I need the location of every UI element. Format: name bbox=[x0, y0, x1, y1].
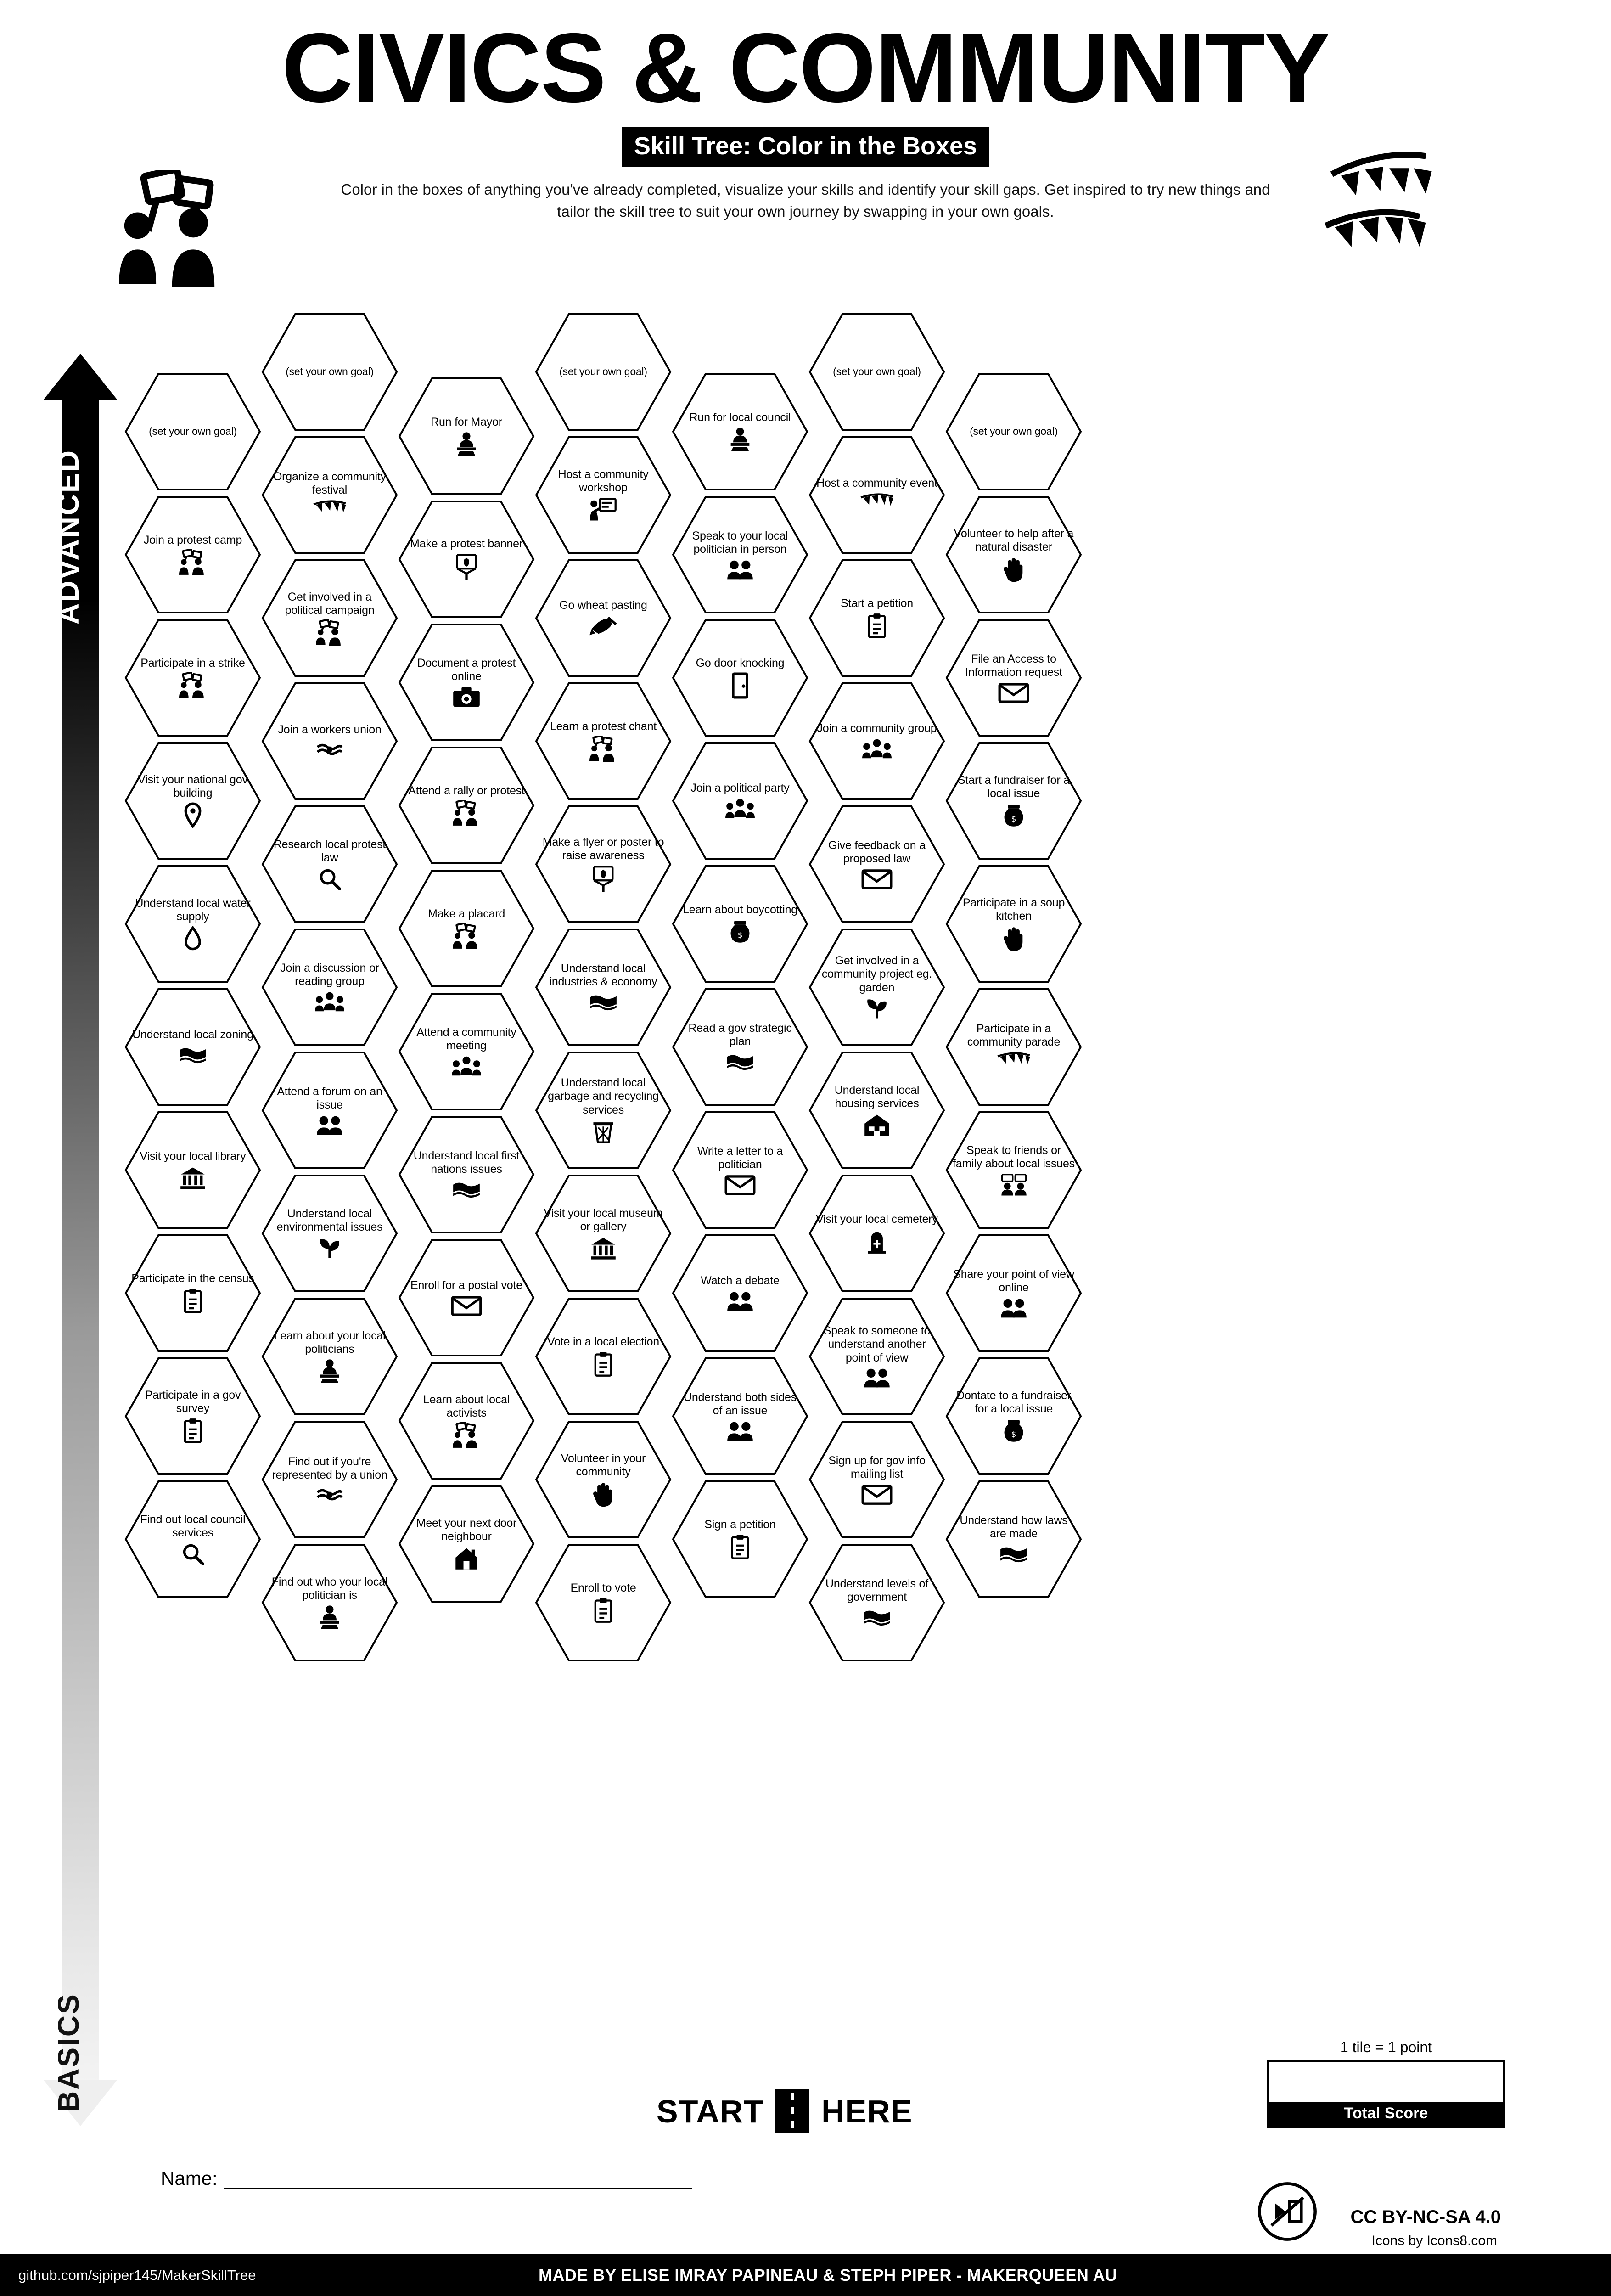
skill-tile-label: Sign a petition bbox=[704, 1518, 776, 1531]
skill-tile[interactable] bbox=[124, 372, 262, 491]
skill-tile-label: Learn a protest chant bbox=[550, 720, 657, 733]
skill-tile-label: (set your own goal) bbox=[286, 366, 374, 378]
search-icon bbox=[318, 867, 342, 891]
protest-icon bbox=[314, 619, 345, 646]
skill-tile[interactable] bbox=[808, 1543, 946, 1662]
skill-tile-label: (set your own goal) bbox=[149, 425, 237, 438]
camera-icon bbox=[452, 686, 481, 709]
skill-tile[interactable] bbox=[398, 746, 535, 865]
skill-tile[interactable] bbox=[945, 1110, 1083, 1230]
people-icon bbox=[315, 1114, 344, 1136]
door-icon bbox=[730, 672, 751, 699]
clipboard-icon bbox=[182, 1418, 204, 1444]
union-icon bbox=[314, 739, 345, 759]
subtitle: Skill Tree: Color in the Boxes bbox=[622, 127, 989, 167]
envelope-icon bbox=[724, 1174, 756, 1196]
bunting-decoration-icon bbox=[1322, 147, 1505, 301]
skill-tile-label: Find out if you're represented by a union bbox=[272, 1455, 387, 1481]
skill-tile[interactable] bbox=[261, 1174, 399, 1293]
score-label: Total Score bbox=[1269, 2102, 1503, 2126]
group-icon bbox=[451, 1055, 482, 1078]
money-icon bbox=[728, 919, 752, 945]
skill-tile[interactable] bbox=[124, 1233, 262, 1353]
total-score-box[interactable] bbox=[1267, 2039, 1505, 2128]
skill-tile[interactable] bbox=[124, 618, 262, 737]
skill-tile[interactable] bbox=[261, 681, 399, 801]
name-input-line[interactable] bbox=[224, 2185, 692, 2189]
people-icon bbox=[726, 558, 754, 580]
svg-text:$: $ bbox=[737, 930, 743, 940]
score-input-frame[interactable] bbox=[1267, 2060, 1505, 2128]
money-icon bbox=[1002, 1418, 1026, 1444]
skill-tile-label: Host a community workshop bbox=[558, 467, 649, 494]
skill-tile-label: Participate in a strike bbox=[140, 657, 245, 670]
skill-tile-label: Volunteer to help after a natural disaster bbox=[954, 527, 1074, 553]
skill-tile-label: Join a discussion or reading group bbox=[280, 961, 379, 988]
skill-tile-label: Find out who your local politician is bbox=[271, 1575, 388, 1602]
skill-tile-label: Join a political party bbox=[690, 782, 790, 795]
hand-icon bbox=[591, 1481, 615, 1508]
skill-tile-label: Dontate to a fundraiser for a local issue bbox=[956, 1389, 1071, 1415]
start-label: START bbox=[657, 2093, 764, 2129]
skill-tile[interactable] bbox=[808, 1420, 946, 1539]
plant-icon bbox=[864, 996, 890, 1020]
house-icon bbox=[454, 1546, 479, 1571]
skill-tile[interactable] bbox=[398, 1115, 535, 1234]
svg-text:$: $ bbox=[1011, 1429, 1016, 1439]
skill-tile-label: Meet your next door neighbour bbox=[416, 1516, 517, 1543]
skill-tile[interactable] bbox=[671, 1356, 809, 1476]
skill-tile-label: Go wheat pasting bbox=[559, 599, 647, 612]
envelope-icon bbox=[861, 1483, 893, 1505]
skill-tile[interactable] bbox=[261, 1051, 399, 1170]
skill-tile[interactable] bbox=[124, 987, 262, 1107]
skill-tile-label: Visit your national gov building bbox=[138, 773, 248, 799]
axis-label-basics: BASICS bbox=[52, 1993, 85, 2112]
skill-tile-label: Speak to friends or family about local issues bbox=[953, 1143, 1075, 1170]
map-icon bbox=[178, 1044, 208, 1066]
skill-tile[interactable] bbox=[671, 864, 809, 984]
skill-tile-label: Enroll for a postal vote bbox=[410, 1279, 522, 1292]
skill-tile[interactable] bbox=[534, 1174, 672, 1293]
skill-tile-label: Find out local council services bbox=[140, 1513, 246, 1539]
skill-tile[interactable] bbox=[534, 928, 672, 1047]
skill-tile-label: Understand both sides of an issue bbox=[684, 1390, 797, 1417]
page-title: CIVICS & COMMUNITY bbox=[281, 12, 1330, 123]
people-icon bbox=[999, 1297, 1028, 1319]
skill-tile-label: Read a gov strategic plan bbox=[688, 1021, 792, 1048]
skill-tile-label: Start a fundraiser for a local issue bbox=[958, 773, 1070, 800]
skill-tile-label: Learn about your local politicians bbox=[274, 1329, 386, 1356]
skill-tile-label: Participate in a community parade bbox=[967, 1022, 1061, 1048]
skill-tile[interactable] bbox=[398, 377, 535, 496]
skill-tile[interactable] bbox=[124, 495, 262, 614]
skill-tile[interactable] bbox=[534, 1420, 672, 1539]
skill-tile[interactable] bbox=[945, 741, 1083, 861]
plant-icon bbox=[316, 1236, 343, 1260]
protest-icon bbox=[451, 1422, 482, 1449]
skill-tile-label: Join a community group bbox=[817, 722, 937, 735]
skill-tile-label: Understand local first nations issues bbox=[413, 1149, 520, 1176]
skill-tile-label: Understand local environmental issues bbox=[276, 1207, 383, 1233]
axis-gradient-bar bbox=[62, 395, 99, 2094]
pin-icon bbox=[182, 802, 203, 829]
skill-tile[interactable] bbox=[398, 869, 535, 988]
skill-tile-label: Get involved in a political campaign bbox=[285, 590, 375, 617]
skill-tile[interactable] bbox=[124, 1480, 262, 1599]
map-icon bbox=[999, 1543, 1029, 1565]
protest-icon bbox=[177, 672, 208, 699]
banner-icon bbox=[590, 865, 617, 893]
clipboard-icon bbox=[729, 1534, 751, 1560]
skill-tile-label: Attend a rally or protest bbox=[408, 784, 525, 798]
footer-credit: MADE BY ELISE IMRAY PAPINEAU & STEPH PIPER - MAKERQUEEN AU bbox=[538, 2266, 1117, 2285]
skill-tile-label: Enroll to vote bbox=[570, 1581, 636, 1595]
skill-tile[interactable] bbox=[398, 1361, 535, 1480]
skill-tile-label: Speak to your local politician in person bbox=[692, 529, 788, 556]
skill-tile[interactable] bbox=[945, 864, 1083, 984]
skill-tile[interactable] bbox=[261, 1297, 399, 1416]
skill-tile[interactable] bbox=[534, 1543, 672, 1662]
skill-tile[interactable] bbox=[124, 864, 262, 984]
skill-tile-label: Join a workers union bbox=[278, 723, 382, 737]
skill-tile[interactable] bbox=[124, 1110, 262, 1230]
skill-tile[interactable] bbox=[124, 741, 262, 861]
skill-tile-label: Make a flyer or poster to raise awareness bbox=[542, 835, 664, 862]
skill-tile[interactable] bbox=[671, 987, 809, 1107]
group-icon bbox=[314, 990, 345, 1013]
skill-tile-label: Research local protest law bbox=[273, 838, 386, 864]
union-icon bbox=[314, 1484, 345, 1504]
skill-tile[interactable] bbox=[261, 435, 399, 555]
bank-icon bbox=[589, 1236, 617, 1261]
axis-arrow-up-icon bbox=[44, 354, 117, 400]
skill-tile[interactable] bbox=[398, 500, 535, 619]
skill-tile-label: Give feedback on a proposed law bbox=[828, 838, 926, 865]
bunting-icon bbox=[859, 492, 894, 513]
skill-tile-label: Document a protest online bbox=[417, 656, 516, 683]
skill-tile[interactable] bbox=[261, 928, 399, 1047]
skill-tile-label: Run for Mayor bbox=[431, 416, 502, 429]
protest-icon bbox=[451, 923, 482, 950]
skill-tile-label: Sign up for gov info mailing list bbox=[828, 1454, 926, 1480]
skill-tile-label: Understand local garbage and recycling services bbox=[548, 1076, 659, 1116]
skill-tile[interactable] bbox=[261, 1420, 399, 1539]
start-here-marker bbox=[657, 2089, 913, 2133]
skill-tile-label: Participate in a gov survey bbox=[145, 1388, 241, 1415]
skill-tile[interactable] bbox=[671, 1480, 809, 1599]
bank-icon bbox=[179, 1165, 207, 1190]
skill-tile[interactable] bbox=[671, 741, 809, 861]
map-icon bbox=[451, 1178, 482, 1200]
skill-tile[interactable] bbox=[261, 312, 399, 432]
intro-blurb: Color in the boxes of anything you've already completed, visualize your skills and identify your skill gaps. Get inspired to try new things and tailor the skill tree to suit your own journey by swapping in your own goals. bbox=[341, 181, 1270, 220]
people-icon bbox=[863, 1367, 891, 1389]
protest-icon bbox=[451, 800, 482, 827]
skill-tile-label: Make a protest banner bbox=[410, 537, 523, 551]
skill-tile-label: (set your own goal) bbox=[559, 366, 647, 378]
skill-tile-label: Write a letter to a politician bbox=[697, 1144, 783, 1171]
skill-tile-label: Understand levels of government bbox=[825, 1577, 928, 1604]
skill-tile[interactable] bbox=[808, 681, 946, 801]
road-icon bbox=[775, 2089, 809, 2133]
skill-tile[interactable] bbox=[671, 495, 809, 614]
map-icon bbox=[862, 1606, 892, 1628]
podium-icon bbox=[315, 1358, 344, 1384]
skill-tile[interactable] bbox=[534, 681, 672, 801]
skill-tree-grid bbox=[124, 312, 1575, 2085]
bin-icon bbox=[592, 1119, 614, 1144]
skill-tile-label: Volunteer in your community bbox=[561, 1452, 646, 1478]
svg-text:$: $ bbox=[1011, 814, 1016, 824]
skill-tile-label: Understand local industries & economy bbox=[549, 962, 657, 988]
brush-icon bbox=[589, 614, 618, 637]
group-icon bbox=[862, 737, 892, 760]
skill-tile-label: Participate in the census bbox=[131, 1272, 254, 1285]
people-icon bbox=[726, 1420, 754, 1442]
chat-people-icon bbox=[999, 1173, 1028, 1197]
skill-tile[interactable] bbox=[534, 805, 672, 924]
envelope-icon bbox=[998, 681, 1029, 703]
people-icon bbox=[726, 1290, 754, 1312]
name-field-row[interactable] bbox=[161, 2167, 692, 2189]
skill-tile[interactable] bbox=[124, 1356, 262, 1476]
skill-tile[interactable] bbox=[398, 992, 535, 1111]
podium-icon bbox=[452, 431, 481, 457]
skill-tile[interactable] bbox=[398, 1484, 535, 1604]
bunting-icon bbox=[312, 499, 347, 520]
skill-tile-label: Get involved in a community project eg. garden bbox=[821, 954, 932, 994]
skill-tile-label: Understand local zoning bbox=[132, 1028, 253, 1041]
here-label: HERE bbox=[821, 2093, 913, 2129]
skill-tile[interactable] bbox=[671, 372, 809, 491]
skill-tile-label: Learn about boycotting bbox=[683, 903, 797, 917]
skill-tile[interactable] bbox=[945, 618, 1083, 737]
skill-tile-label: Attend a community meeting bbox=[416, 1025, 516, 1052]
grave-icon bbox=[866, 1228, 887, 1254]
skill-tile[interactable] bbox=[945, 495, 1083, 614]
skill-tile[interactable] bbox=[534, 435, 672, 555]
bunting-icon bbox=[996, 1051, 1031, 1072]
skill-tile-label: Start a petition bbox=[840, 597, 913, 610]
skill-tile-label: Watch a debate bbox=[701, 1274, 780, 1288]
clipboard-icon bbox=[592, 1597, 614, 1624]
skill-tile-label: Visit your local museum or gallery bbox=[544, 1206, 663, 1233]
skill-tile-label: Understand how laws are made bbox=[960, 1514, 1068, 1540]
license-text: CC BY-NC-SA 4.0 bbox=[1350, 2207, 1501, 2227]
clipboard-icon bbox=[592, 1351, 614, 1378]
skill-tile[interactable] bbox=[808, 928, 946, 1047]
hand-icon bbox=[1002, 556, 1026, 583]
skill-tile[interactable] bbox=[398, 623, 535, 742]
skill-tile-label: (set your own goal) bbox=[833, 366, 921, 378]
score-note: 1 tile = 1 point bbox=[1340, 2039, 1432, 2055]
envelope-icon bbox=[861, 868, 893, 890]
protest-icon bbox=[588, 736, 619, 762]
footer-left-link[interactable]: github.com/sjpiper145/MakerSkillTree bbox=[18, 2267, 256, 2283]
skill-tile-label: Speak to someone to understand another point of view bbox=[823, 1324, 931, 1364]
skill-tile[interactable] bbox=[808, 558, 946, 678]
skill-tile-label: (set your own goal) bbox=[970, 425, 1058, 438]
icons-credit: Icons by Icons8.com bbox=[1371, 2233, 1497, 2248]
skill-tile-label: Understand local water supply bbox=[135, 896, 251, 923]
skill-tile-label: Host a community event bbox=[816, 477, 937, 490]
protest-people-decoration-icon bbox=[106, 170, 257, 292]
skill-tile[interactable] bbox=[945, 987, 1083, 1107]
clipboard-icon bbox=[866, 613, 888, 639]
skill-tile-label: Share your point of view online bbox=[953, 1267, 1074, 1294]
skill-tile[interactable] bbox=[534, 558, 672, 678]
skill-tile[interactable] bbox=[808, 1051, 946, 1170]
money-icon bbox=[1002, 803, 1026, 828]
skill-tile[interactable] bbox=[534, 312, 672, 432]
skill-tile[interactable] bbox=[261, 805, 399, 924]
skill-tile-label: Run for local council bbox=[689, 411, 791, 424]
skill-tile-label: Visit your local library bbox=[140, 1150, 246, 1163]
podium-icon bbox=[315, 1604, 344, 1630]
skill-tile[interactable] bbox=[808, 1297, 946, 1416]
search-icon bbox=[181, 1542, 205, 1566]
skill-tile[interactable] bbox=[671, 1233, 809, 1353]
skill-tile[interactable] bbox=[808, 435, 946, 555]
skill-tile-label: Attend a forum on an issue bbox=[277, 1085, 382, 1111]
name-label: Name: bbox=[161, 2167, 218, 2189]
skill-tile-label: Go door knocking bbox=[696, 657, 785, 670]
skill-tile[interactable] bbox=[808, 1174, 946, 1293]
skill-tile[interactable] bbox=[808, 312, 946, 432]
skill-tile[interactable] bbox=[398, 1238, 535, 1357]
hand-icon bbox=[1002, 925, 1026, 952]
skill-tile-label: Participate in a soup kitchen bbox=[962, 896, 1065, 923]
skill-tile-label: Visit your local cemetery bbox=[816, 1213, 938, 1226]
skill-tile-label: Learn about local activists bbox=[423, 1393, 510, 1419]
group-icon bbox=[725, 797, 755, 820]
axis-label-advanced: ADVANCED bbox=[52, 449, 85, 625]
map-icon bbox=[725, 1051, 755, 1073]
skill-tile[interactable] bbox=[808, 805, 946, 924]
envelope-icon bbox=[451, 1294, 482, 1317]
skill-tile-label: Make a placard bbox=[427, 907, 505, 921]
skill-tile[interactable] bbox=[945, 1480, 1083, 1599]
skill-tile[interactable] bbox=[945, 372, 1083, 491]
skill-tile-label: Organize a community festival bbox=[273, 470, 387, 496]
skill-tile-label: File an Access to Information request bbox=[965, 652, 1062, 679]
footer-bar bbox=[0, 2254, 1611, 2296]
skill-tile-label: Understand local housing services bbox=[834, 1083, 920, 1110]
cc-license-badge-icon bbox=[1257, 2182, 1317, 2241]
skill-tile[interactable] bbox=[534, 1051, 672, 1170]
presenter-icon bbox=[589, 497, 617, 523]
skill-tile[interactable] bbox=[261, 1543, 399, 1662]
skill-tile[interactable] bbox=[534, 1297, 672, 1416]
skill-tile[interactable] bbox=[945, 1233, 1083, 1353]
house2-icon bbox=[863, 1113, 891, 1137]
skill-tile[interactable] bbox=[261, 558, 399, 678]
banner-icon bbox=[453, 553, 480, 581]
skill-tile[interactable] bbox=[945, 1356, 1083, 1476]
skill-tile[interactable] bbox=[671, 1110, 809, 1230]
protest-icon bbox=[177, 549, 208, 576]
droplet-icon bbox=[183, 926, 203, 951]
skill-tile-label: Join a protest camp bbox=[143, 534, 242, 547]
skill-tile[interactable] bbox=[671, 618, 809, 737]
skill-tile-label: Vote in a local election bbox=[547, 1335, 659, 1349]
map-icon bbox=[588, 991, 618, 1013]
clipboard-icon bbox=[182, 1288, 204, 1314]
podium-icon bbox=[726, 427, 754, 452]
